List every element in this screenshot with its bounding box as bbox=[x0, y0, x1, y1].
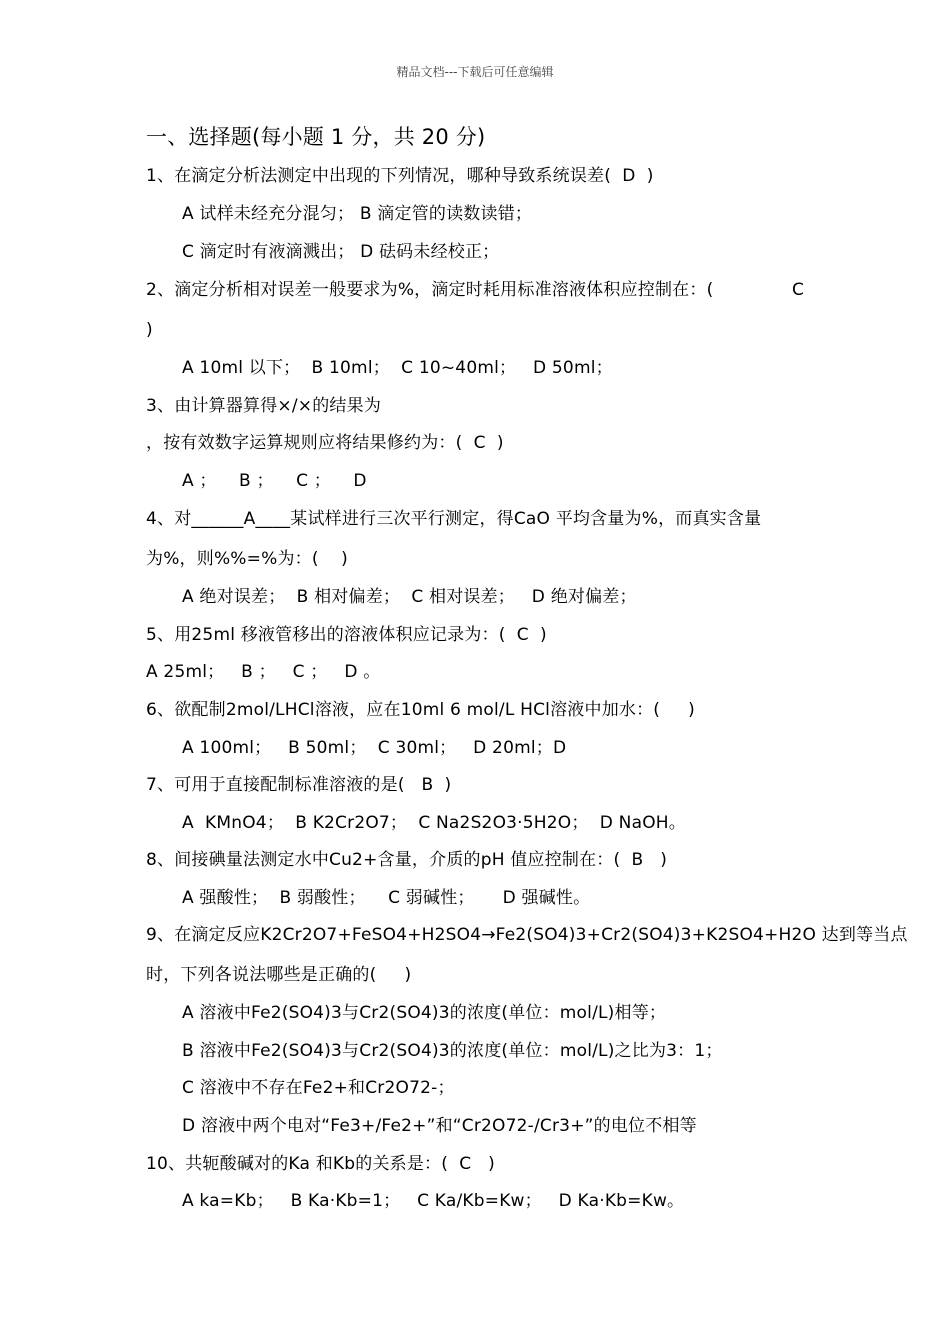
q10-options: A ka=Kb； B Ka·Kb=1； C Ka/Kb=Kw； D Ka·Kb=Kw。 bbox=[182, 1191, 685, 1211]
question-2: 2、滴定分析相对误差一般要求为%，滴定时耗用标准溶液体积应控制在：( bbox=[146, 280, 714, 300]
q1-options-cd: C 滴定时有液滴溅出； D 砝码未经校正； bbox=[182, 242, 500, 262]
question-10: 10、共轭酸碱对的Ka 和Kb的关系是：( C ) bbox=[146, 1154, 495, 1174]
question-4: 4、对______A____某试样进行三次平行测定，得CaO 平均含量为%，而真实含量 bbox=[146, 509, 762, 529]
question-1: 1、在滴定分析法测定中出现的下列情况，哪种导致系统误差( D ) bbox=[146, 166, 654, 186]
question-9: 9、在滴定反应K2Cr2O7+FeSO4+H2SO4→Fe2(SO4)3+Cr2(SO4)3+K2SO4+H2O 达到等当点 bbox=[146, 925, 908, 945]
q8-options: A 强酸性； B 弱酸性； C 弱碱性； D 强碱性。 bbox=[182, 888, 591, 908]
q2-options: A 10ml 以下； B 10ml； C 10~40ml； D 50ml； bbox=[182, 358, 613, 378]
question-8: 8、间接碘量法测定水中Cu2+含量，介质的pH 值应控制在：( B ) bbox=[146, 850, 668, 870]
q2-close-paren: ) bbox=[146, 320, 153, 340]
section-title: 一、选择题(每小题 1 分，共 20 分) bbox=[146, 125, 486, 149]
q3-options: A ； B ； C ； D bbox=[182, 471, 367, 491]
question-7: 7、可用于直接配制标准溶液的是( B ) bbox=[146, 775, 452, 795]
q6-options: A 100ml； B 50ml； C 30ml； D 20ml；D bbox=[182, 738, 567, 758]
q7-options: A KMnO4； B K2Cr2O7； C Na2S2O3·5H2O； D NaOH。 bbox=[182, 813, 686, 833]
q4-options: A 绝对误差； B 相对偏差； C 相对误差； D 绝对偏差； bbox=[182, 587, 637, 607]
q1-options-ab: A 试样未经充分混匀； B 滴定管的读数读错； bbox=[182, 204, 533, 224]
q9-option-d: D 溶液中两个电对“Fe3+/Fe2+”和“Cr2O72-/Cr3+”的电位不相等 bbox=[182, 1116, 697, 1136]
q9-option-a: A 溶液中Fe2(SO4)3与Cr2(SO4)3的浓度(单位：mol/L)相等； bbox=[182, 1003, 667, 1023]
q9-option-c: C 溶液中不存在Fe2+和Cr2O72-； bbox=[182, 1078, 455, 1098]
q9-option-b: B 溶液中Fe2(SO4)3与Cr2(SO4)3的浓度(单位：mol/L)之比为3：1； bbox=[182, 1041, 723, 1061]
question-3-cont: ，按有效数字运算规则应将结果修约为：( C ) bbox=[146, 433, 504, 453]
q2-answer: C bbox=[792, 280, 805, 300]
q5-options: A 25ml； B ； C ； D 。 bbox=[146, 662, 381, 682]
question-5: 5、用25ml 移液管移出的溶液体积应记录为：( C ) bbox=[146, 625, 547, 645]
page-header: 精品文档---下载后可任意编辑 bbox=[396, 65, 554, 79]
question-4-cont: 为%，则%%=%为：( ) bbox=[146, 549, 348, 569]
question-6: 6、欲配制2mol/LHCl溶液，应在10ml 6 mol/L HCl溶液中加水：( ) bbox=[146, 700, 695, 720]
question-9-cont: 时，下列各说法哪些是正确的( ) bbox=[146, 965, 412, 985]
question-3: 3、由计算器算得×/×的结果为 bbox=[146, 396, 382, 416]
